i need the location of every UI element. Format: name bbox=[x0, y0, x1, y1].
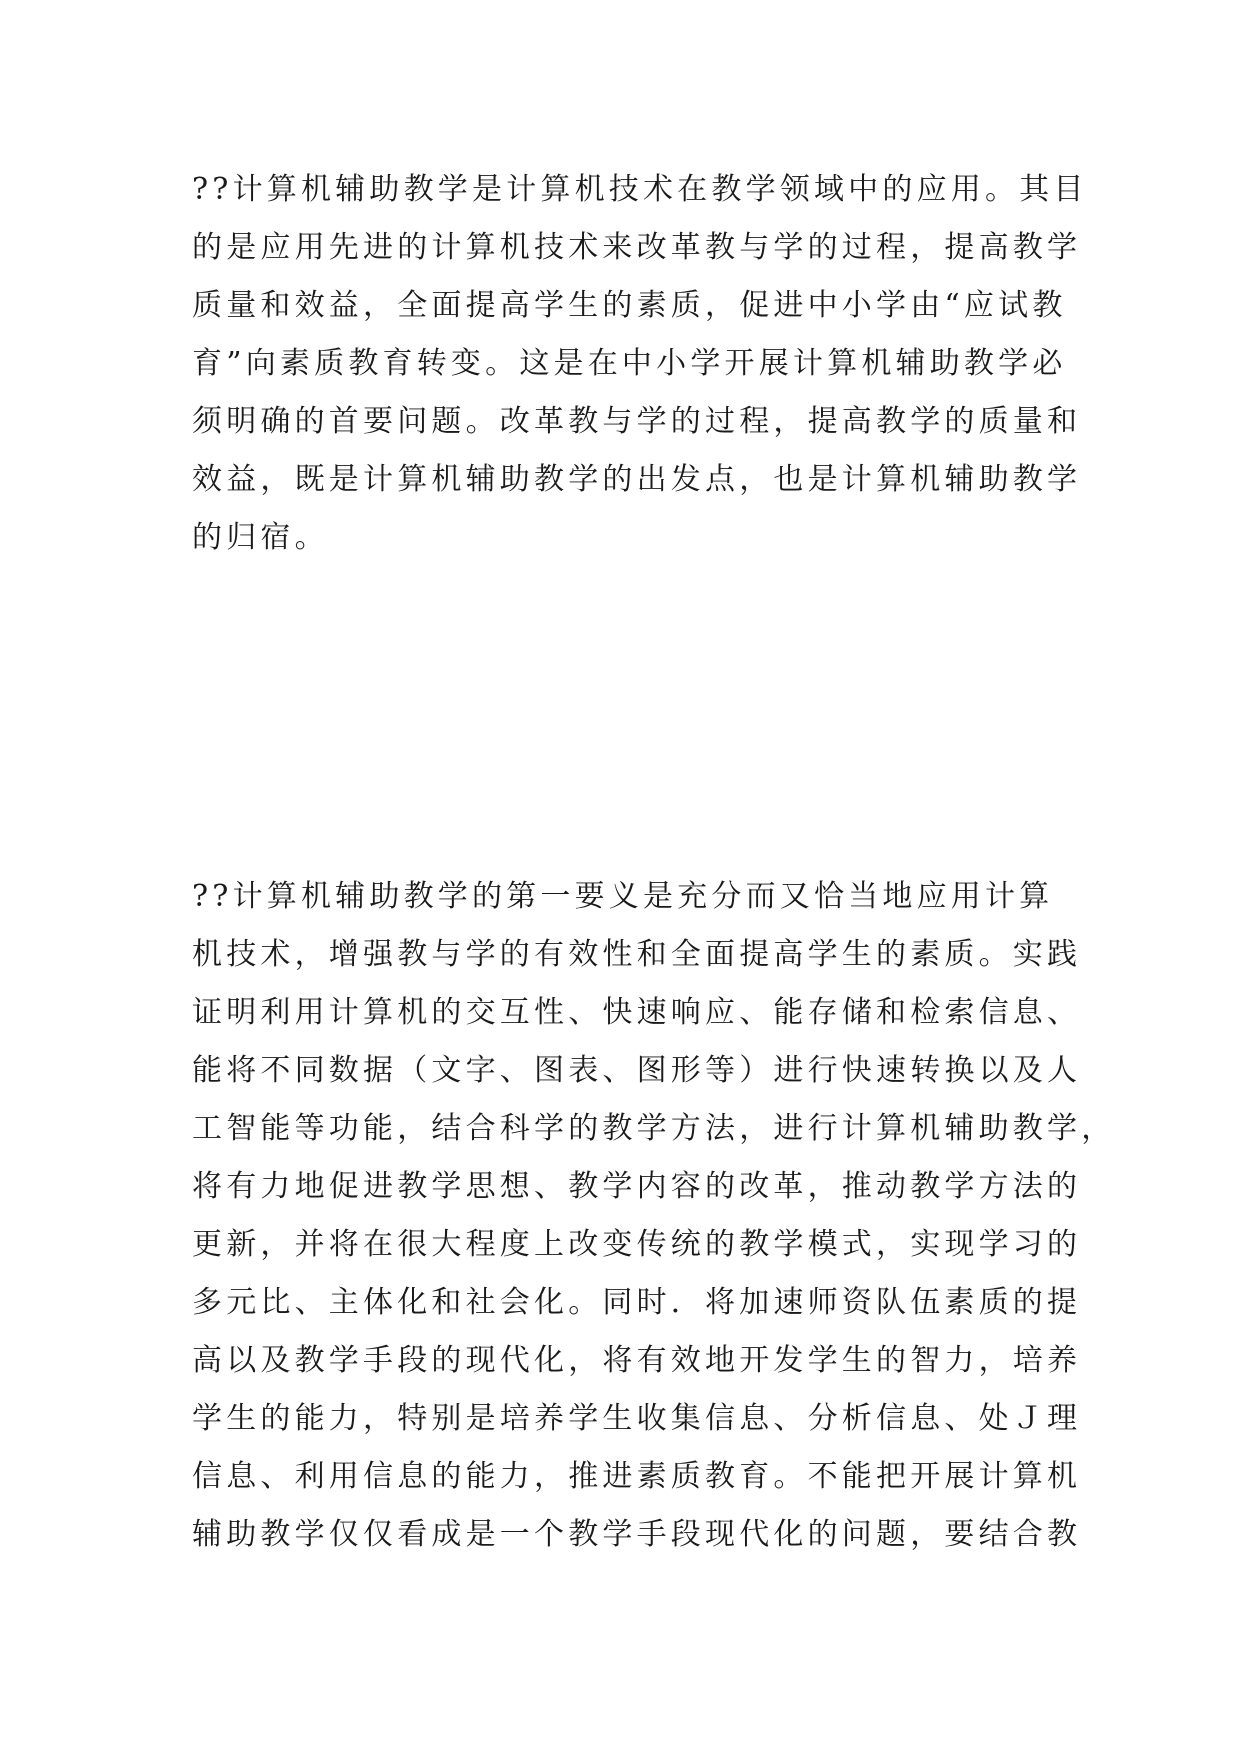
text-line: 辅助教学仅仅看成是一个教学手段现代化的问题，要结合教 bbox=[192, 1517, 1082, 1552]
text-line: 质量和效益，全面提高学生的素质，促进中小学由“应试教 bbox=[192, 288, 1067, 323]
text-line: 的归宿。 bbox=[192, 520, 329, 555]
text-line: 的是应用先进的计算机技术来改革教与学的过程，提高教学 bbox=[192, 230, 1082, 265]
text-line: 信息、利用信息的能力，推进素质教育。不能把开展计算机 bbox=[192, 1459, 1082, 1494]
text-line: 育”向素质教育转变。这是在中小学开展计算机辅助教学必 bbox=[192, 346, 1067, 381]
paragraph-2 bbox=[192, 868, 1116, 1564]
text-line: 工智能等功能，结合科学的教学方法，进行计算机辅助教学， bbox=[192, 1111, 1116, 1146]
text-line: 效益，既是计算机辅助教学的出发点，也是计算机辅助教学 bbox=[192, 462, 1082, 497]
text-line: 高以及教学手段的现代化，将有效地开发学生的智力，培养 bbox=[192, 1343, 1082, 1378]
text-line: 学生的能力，特别是培养学生收集信息、分析信息、处Ｊ理 bbox=[192, 1401, 1082, 1436]
text-line: 机技术，增强教与学的有效性和全面提高学生的素质。实践 bbox=[192, 937, 1082, 972]
text-line: 更新，并将在很大程度上改变传统的教学模式，实现学习的 bbox=[192, 1227, 1082, 1262]
paragraph-1 bbox=[192, 161, 1088, 567]
text-line: ??计算机辅助教学的第一要义是充分而又恰当地应用计算 bbox=[192, 879, 1054, 914]
text-line: 将有力地促进教学思想、教学内容的改革，推动教学方法的 bbox=[192, 1169, 1082, 1204]
text-line: ??计算机辅助教学是计算机技术在教学领域中的应用。其目 bbox=[192, 172, 1088, 207]
text-line: 多元比、主体化和社会化。同时．将加速师资队伍素质的提 bbox=[192, 1285, 1082, 1320]
text-line: 证明利用计算机的交互性、快速响应、能存储和检索信息、 bbox=[192, 995, 1082, 1030]
text-line: 须明确的首要问题。改革教与学的过程，提高教学的质量和 bbox=[192, 404, 1082, 439]
text-line: 能将不同数据（文字、图表、图形等）进行快速转换以及人 bbox=[192, 1053, 1082, 1088]
